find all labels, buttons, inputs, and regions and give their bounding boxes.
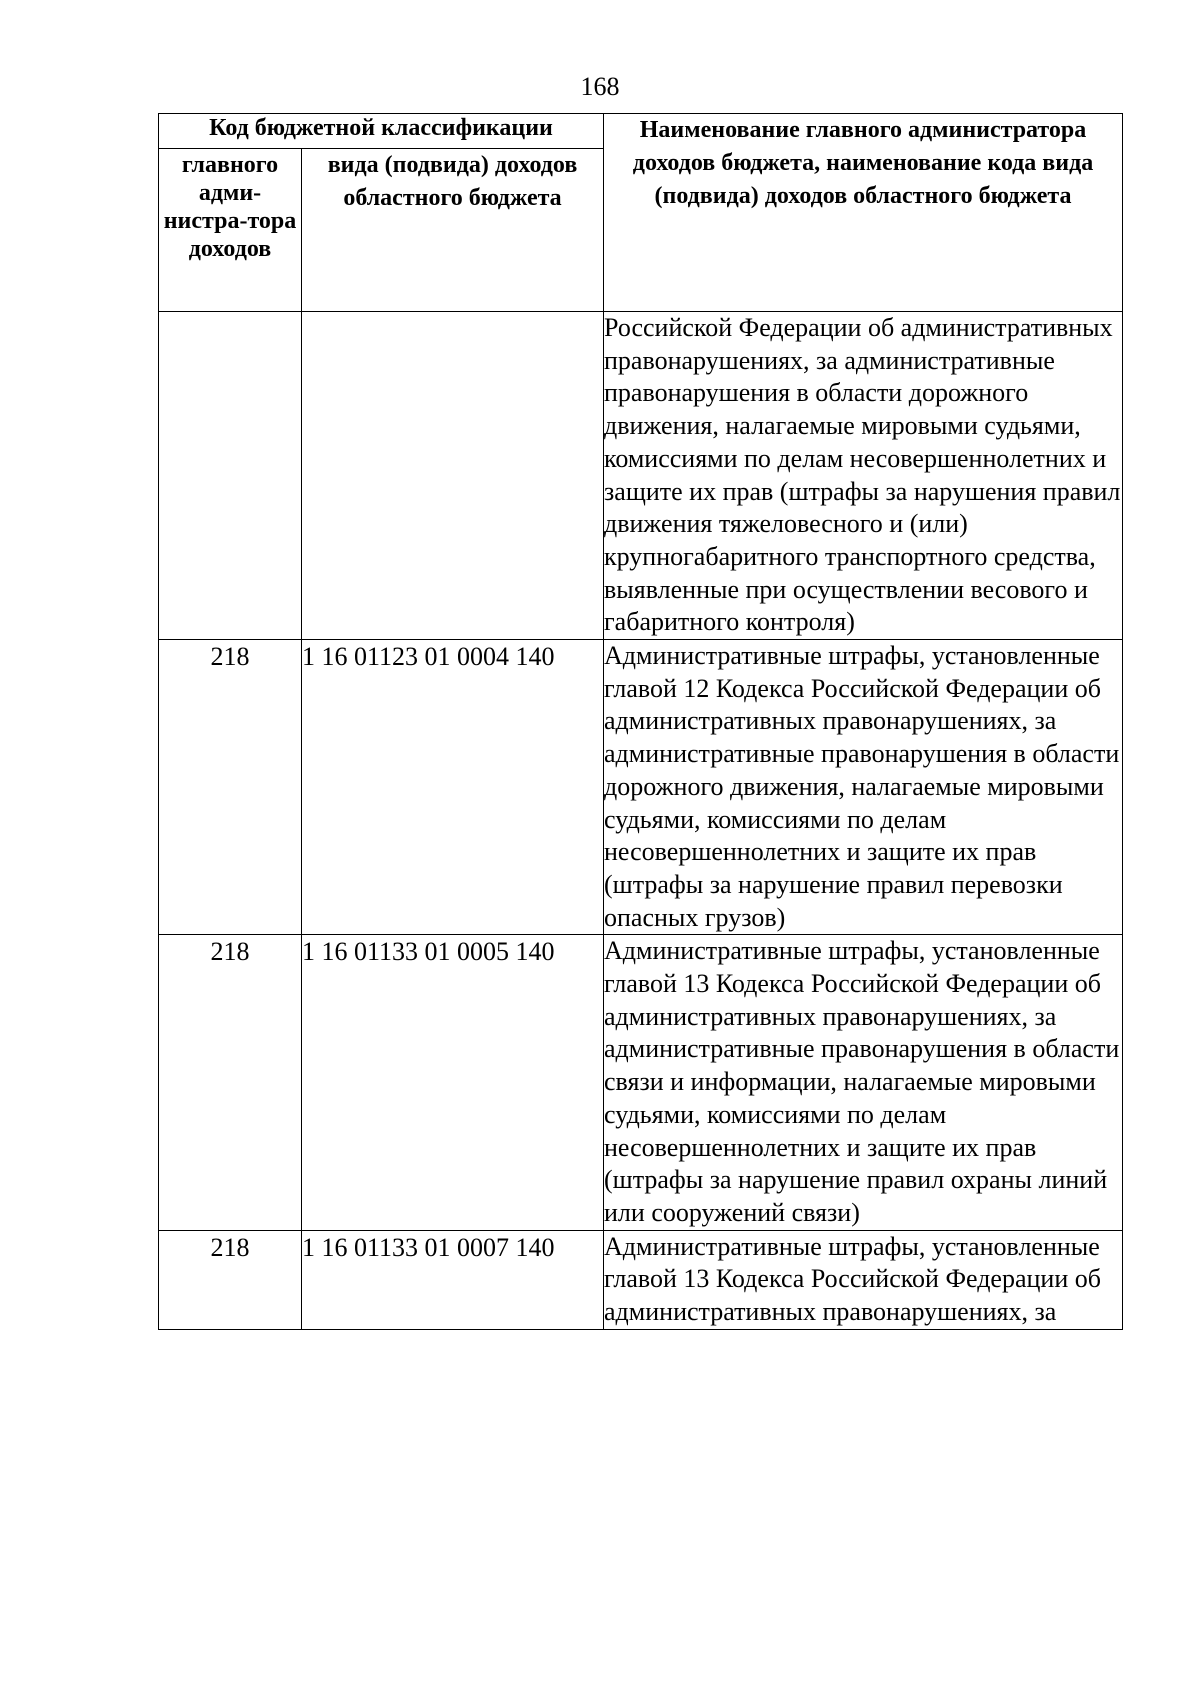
revenue-code-cell: 1 16 01133 01 0007 140: [302, 1230, 604, 1329]
admin-code-cell: 218: [159, 935, 302, 1230]
admin-code-cell: 218: [159, 640, 302, 935]
revenue-name-cell: Российской Федерации об административных правонарушениях, за административные правонарушения в области дорожного движения, налагаемые мировыми судьями, комиссиями по делам несовершеннолетних и защите их прав (штрафы за нарушения правил движения тяжеловесного и (или) крупногабаритного транспортного средства, выявленные при осуществлении весового и габаритного контроля): [604, 312, 1123, 640]
revenue-code-cell: 1 16 01133 01 0005 140: [302, 935, 604, 1230]
table-row: [159, 1230, 1123, 1329]
page-number: 168: [580, 72, 620, 101]
header-revenue-type-code: вида (подвида) доходов областного бюджета: [302, 149, 604, 312]
table-header-row: [159, 114, 1123, 149]
revenue-name-cell: Административные штрафы, установленные главой 12 Кодекса Российской Федерации об административных правонарушениях, за административные правонарушения в области дорожного движения, налагаемые мировыми судьями, комиссиями по делам несовершеннолетних и защите их прав (штрафы за нарушение правил перевозки опасных грузов): [604, 640, 1123, 935]
table-body: [159, 312, 1123, 1330]
table-row: [159, 935, 1123, 1230]
header-budget-classification-code: Код бюджетной классификации: [159, 114, 604, 149]
revenue-code-cell: [302, 312, 604, 640]
admin-code-cell: 218: [159, 1230, 302, 1329]
revenue-name-cell: Административные штрафы, установленные главой 13 Кодекса Российской Федерации об административных правонарушениях, за: [604, 1230, 1123, 1329]
budget-classification-table: [158, 113, 1123, 1330]
header-chief-administrator: главного адми-нистра-тора доходов: [159, 149, 302, 312]
table-row: [159, 312, 1123, 640]
admin-code-cell: [159, 312, 302, 640]
table-row: [159, 640, 1123, 935]
revenue-name-cell: Административные штрафы, установленные главой 13 Кодекса Российской Федерации об административных правонарушениях, за административные правонарушения в области связи и информации, налагаемые мировыми судьями, комиссиями по делам несовершеннолетних и защите их прав (штрафы за нарушение правил охраны линий или сооружений связи): [604, 935, 1123, 1230]
revenue-code-cell: 1 16 01123 01 0004 140: [302, 640, 604, 935]
header-name: Наименование главного администратора доходов бюджета, наименование кода вида (подвида) доходов областного бюджета: [604, 114, 1123, 312]
